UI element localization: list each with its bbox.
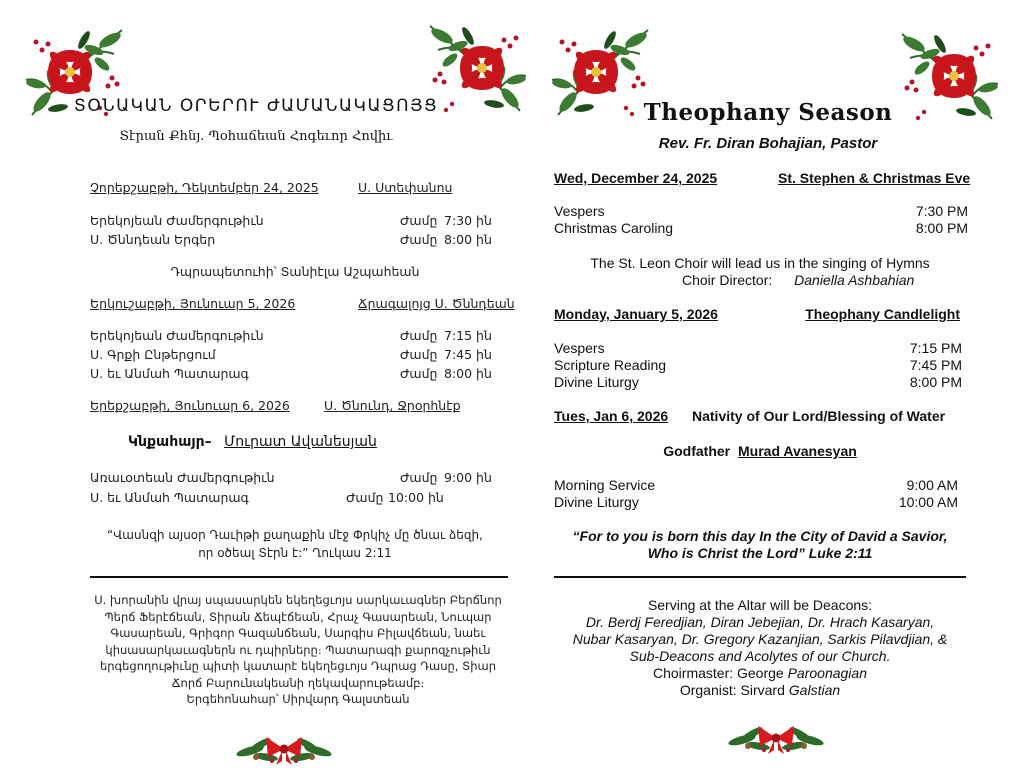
service-time: 8:00 ին [444, 232, 492, 247]
service-time: 10:00 ին [388, 490, 444, 505]
armenian-schedule-row [90, 232, 500, 250]
service-time: 7:30 PM [915, 203, 968, 219]
service-time: 8:00 ին [444, 366, 492, 381]
service-name: Ս. եւ Անմահ Պատարագ [90, 490, 249, 505]
paragraph-line: Sub-Deacons and Acolytes of our Church. [629, 648, 891, 664]
english-schedule-row [554, 357, 962, 375]
time-label: Ժամը [400, 232, 438, 247]
english-schedule-row [554, 477, 958, 495]
paragraph-line: կիսասարկաւագներն ու դպիրները։ Պատարագի քարոզչութիւն [105, 642, 491, 657]
godfather-label: Godfather [663, 443, 731, 459]
armenian-section2-date: Երկուշաբթի, Յունուար 5, 2026 [90, 296, 296, 311]
service-time: 9:00 AM [906, 477, 958, 493]
english-godfather [540, 443, 980, 459]
service-name: Առաւօտեան Ժամերգութիւն [90, 470, 275, 485]
english-section3-feast: Nativity of Our Lord/Blessing of Water [692, 408, 946, 424]
service-name: Divine Liturgy [554, 374, 639, 390]
english-schedule-row [554, 203, 968, 221]
paragraph-line: Երգեհոնահար՝ Սիրվարդ Գալստեան [186, 692, 410, 706]
english-quote-line2: Who is Christ the Lord” Luke 2:11 [647, 545, 873, 561]
service-name: Vespers [554, 203, 605, 219]
time-label: Ժամը [400, 366, 438, 381]
armenian-schedule-row [90, 213, 500, 231]
godfather-name: Murad Avanesyan [738, 443, 857, 459]
time-label: Ժամը [400, 213, 438, 228]
armenian-section2-header [90, 296, 515, 314]
service-time: 7:30 ին [444, 213, 492, 228]
time-label: Ժամը [400, 328, 438, 343]
director-label: Choir Director: [682, 272, 773, 288]
paragraph-line: Nubar Kasaryan, Dr. Gregory Kazanjian, Sarkis Pilavdjian, & [572, 631, 948, 647]
armenian-schedule-row [90, 470, 500, 488]
service-name: Ս. Գրքի Ընթերցում [90, 347, 216, 362]
english-schedule-row [554, 374, 962, 392]
organist-label: Organist: Sirvard [679, 682, 785, 698]
english-section3-date: Tues, Jan 6, 2026 [554, 408, 669, 424]
armenian-schedule-row [90, 328, 500, 346]
english-section3-header [554, 408, 968, 426]
english-pastor: Rev. Fr. Diran Bohajian, Pastor [658, 135, 878, 152]
service-time: 8:00 PM [915, 220, 968, 236]
paragraph-line: Պերճ Ֆերէճեան, Տիրան Ճեպէճեան, Հրաչ Գասարեան, Նուպար [104, 609, 492, 624]
service-name: Ս. Ծննդեան Երգեր [90, 232, 216, 247]
time-label: Ժամը [400, 470, 438, 485]
english-title: Theophany Season [643, 99, 893, 126]
director-name: Daniella Ashbahian [794, 272, 915, 288]
armenian-section1-feast: Ս. Ստեփանոս [358, 180, 453, 195]
service-name: Christmas Caroling [554, 220, 674, 236]
armenian-quote-line2: որ օծեալ Տէրն է:” Ղուկաս 2:11 [198, 546, 392, 560]
armenian-schedule-row [90, 347, 500, 365]
service-time: 7:45 PM [909, 357, 962, 373]
service-name: Ս. եւ Անմահ Պատարագ [90, 366, 249, 381]
paragraph-line: Ճորճ Բարունակեանի ղեկավարութեամբ։ [171, 675, 425, 690]
paragraph-line: Գասարեան, Գրիգոր Գազանճեան, Սարգիս Բիլավճեան, նաեւ [110, 626, 486, 640]
english-schedule-row [554, 340, 962, 358]
service-name: Երեկոյեան Ժամերգութիւն [90, 213, 264, 228]
english-section1-header [554, 170, 971, 188]
time-label: Ժամը [400, 347, 438, 362]
english-organist [540, 682, 980, 698]
service-time: 9:00 ին [444, 470, 492, 485]
armenian-section3-date: Երեքշաբթի, Յունուար 6, 2026 [90, 398, 290, 413]
garland-bow-icon [236, 727, 332, 767]
service-name: Divine Liturgy [554, 494, 639, 510]
organist-name: Galstian [788, 682, 841, 698]
service-time: 7:15 PM [909, 340, 962, 356]
service-name: Scripture Reading [554, 357, 667, 373]
armenian-section2-feast: Ճրագալոյց Ս. Ծննդեան [358, 296, 515, 311]
paragraph-line: Ս. խորանին վրայ սպասարկեն եկեղեցւոյս սարկաւագներ Բերճնոր [94, 593, 502, 607]
english-section1-feast: St. Stephen & Christmas Eve [778, 170, 971, 186]
english-choir-director [682, 272, 914, 288]
armenian-godfather [128, 434, 377, 450]
garland-bow-icon [728, 716, 824, 756]
armenian-section1-date: Չորեքշաբթի, Դեկտեմբեր 24, 2025 [90, 180, 319, 195]
armenian-section1-header [90, 180, 500, 198]
choirmaster-label: Choirmaster: George [652, 665, 784, 681]
paragraph-line: երգեցողութիւնը պիտի կատարէ եկեղեցւոյս Դպրաց Դասը, Տիար [100, 659, 496, 673]
time-label: Ժամը [346, 490, 384, 505]
godfather-name: Մուրատ Ավանեսյան [224, 434, 377, 450]
armenian-schedule-row [90, 366, 500, 384]
divider [90, 576, 508, 578]
english-section1-date: Wed, December 24, 2025 [554, 170, 718, 186]
armenian-title: ՏՕՆԱԿԱՆ ՕՐԵՐՈՒ ԺԱՄԱՆԱԿԱՑՈՅՑ [73, 96, 439, 116]
choirmaster-name: Paroonagian [787, 665, 867, 681]
armenian-section3-feast: Ս. Ծնունդ, Ջրօրհնէք [324, 398, 461, 413]
service-time: 10:00 AM [898, 494, 958, 510]
english-section2-feast: Theophany Candlelight [805, 306, 960, 322]
service-name: Vespers [554, 340, 605, 356]
english-schedule-row [554, 494, 958, 512]
service-name: Morning Service [554, 477, 656, 493]
armenian-pastor: Տէրան Քհնյ. Պօհաճեան Հոգեւոր Հովիւ [119, 129, 393, 144]
divider [554, 576, 966, 578]
armenian-schedule-row [90, 490, 500, 508]
armenian-deacons-paragraph [88, 592, 508, 708]
english-choirmaster [540, 665, 980, 681]
armenian-choir-director: Դպրապետուհի՝ Տանիէլա Աշպահեան [170, 264, 420, 279]
godfather-label: Կնքահայր– [128, 434, 212, 450]
english-deacons-title: Serving at the Altar will be Deacons: [647, 597, 873, 613]
paragraph-line: Dr. Berdj Feredjian, Diran Jebejian, Dr. Hrach Kasaryan, [585, 614, 935, 630]
service-name: Երեկոյեան Ժամերգութիւն [90, 328, 264, 343]
service-time: 8:00 PM [909, 374, 962, 390]
service-time: 7:15 ին [444, 328, 492, 343]
english-quote-line1: “For to you is born this day In the City of David a Savior, [572, 528, 948, 544]
english-schedule-row [554, 220, 968, 238]
service-time: 7:45 ին [444, 347, 492, 362]
english-section2-date: Monday, January 5, 2026 [554, 306, 718, 322]
english-choir-note: The St. Leon Choir will lead us in the singing of Hymns [590, 255, 930, 271]
armenian-section3-header [90, 398, 500, 416]
armenian-quote-line1: “Վասնզի այսօր Դաւիթի քաղաքին մէջ Փրկիչ մը ծնաւ ձեզի, [107, 528, 483, 542]
english-section2-header [554, 306, 960, 324]
